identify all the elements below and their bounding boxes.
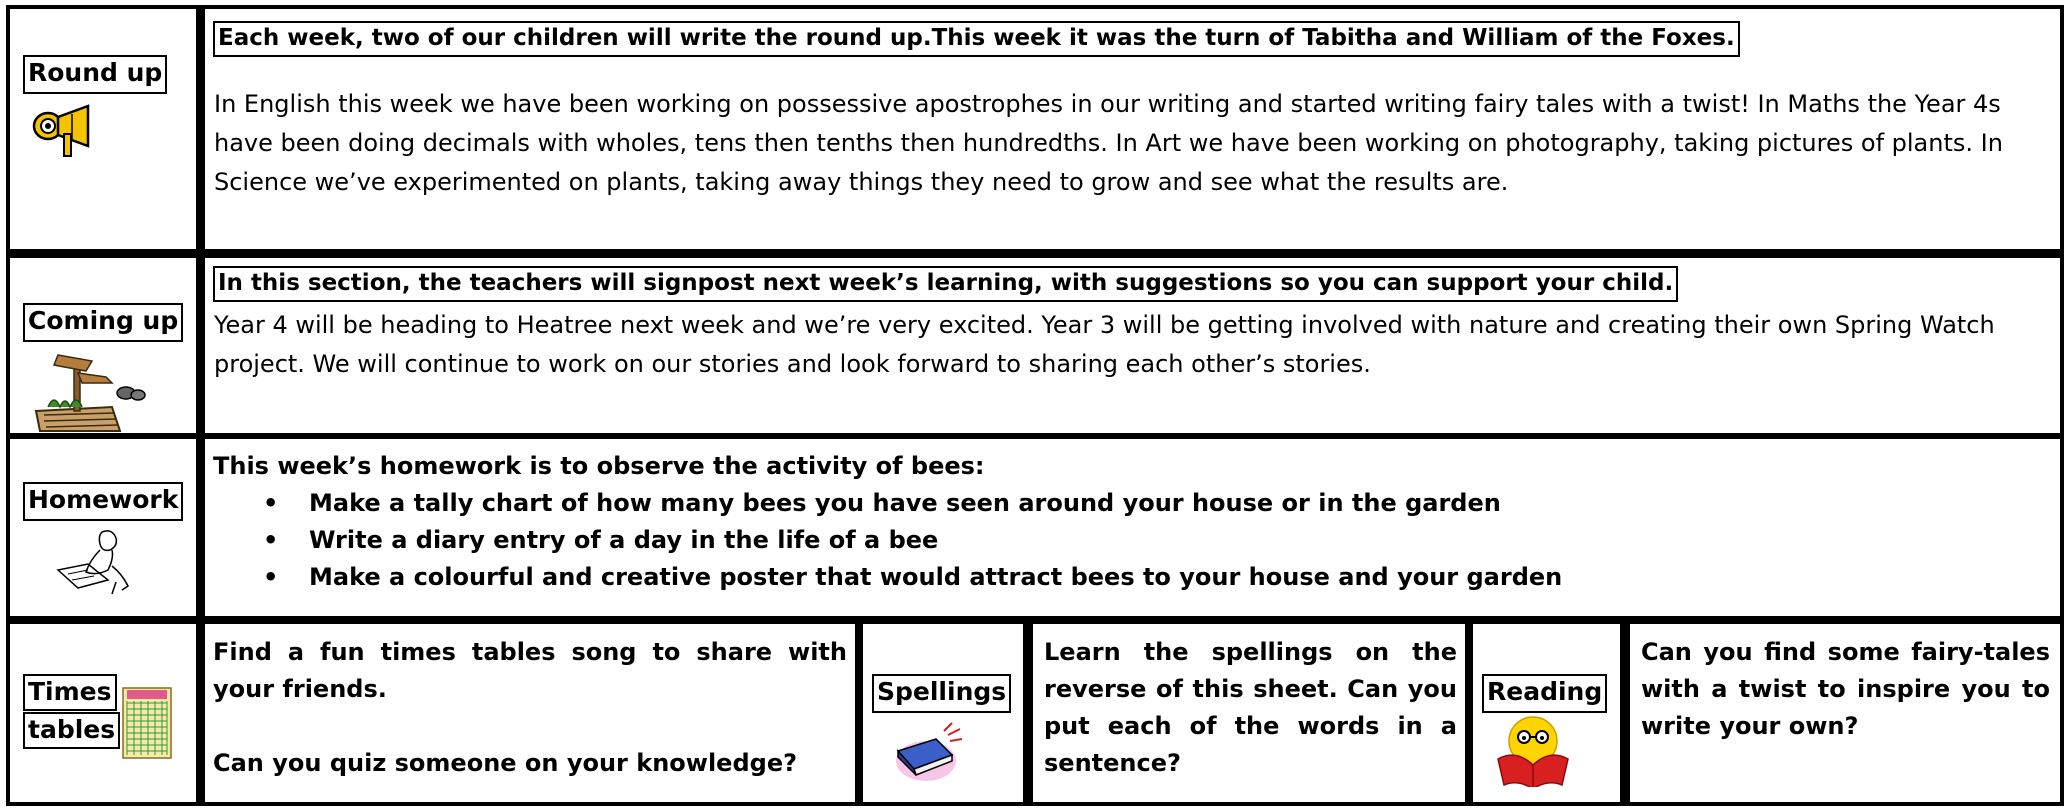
- megaphone-icon: [32, 102, 98, 158]
- newsletter-frame: [6, 5, 2064, 806]
- reading-label: Reading: [1482, 674, 1607, 713]
- spellings-label: Spellings: [872, 674, 1011, 713]
- column-divider: [1620, 620, 1630, 802]
- writing-person-icon: [54, 526, 138, 598]
- reading-smiley-icon: [1490, 711, 1576, 787]
- round-up-heading: Each week, two of our children will write the round up.This week it was the turn of Tabitha and William of the Foxes.: [213, 21, 1740, 57]
- times-tables-label-line2: tables: [23, 712, 120, 749]
- row-divider: [10, 433, 2060, 439]
- coming-up-body: Year 4 will be heading to Heatree next week and we’re very excited. Year 3 will be getting involved with nature and creating their own Spring Watch project. We will continue to work on our stories and look forward to sharing each other’s stories.: [214, 311, 1995, 378]
- column-divider: [196, 9, 205, 802]
- round-up-label: Round up: [23, 55, 167, 94]
- homework-label: Homework: [23, 482, 183, 521]
- book-icon: [890, 721, 964, 785]
- times-table-chart-icon: [122, 687, 172, 759]
- coming-up-heading: In this section, the teachers will signpost next week’s learning, with suggestions so you can support your child.: [213, 266, 1678, 302]
- homework-item: • Make a tally chart of how many bees you have seen around your house or in the garden: [213, 485, 1562, 522]
- homework-item: • Make a colourful and creative poster that would attract bees to your house and your garden: [213, 559, 1562, 596]
- coming-up-label: Coming up: [23, 303, 183, 342]
- reading-text: Can you find some fairy-tales with a twist to inspire you to write your own?: [1641, 638, 2050, 740]
- column-divider: [1023, 620, 1033, 802]
- column-divider: [855, 620, 863, 802]
- times-tables-quiz-text: Can you quiz someone on your knowledge?: [213, 749, 798, 777]
- homework-intro: This week’s homework is to observe the activity of bees:: [213, 452, 985, 480]
- row-divider: [10, 249, 2060, 258]
- homework-list: [213, 485, 1562, 596]
- times-tables-text: Find a fun times tables song to share with your friends.: [213, 638, 847, 703]
- round-up-body: In English this week we have been working on possessive apostrophes in our writing and started writing fairy tales with a twist! In Maths the Year 4s have been doing decimals with wholes, tens then tenths then hundredths. In Art we have been working on photography, taking pictures of plants. In Science we’ve experimented on plants, taking away things they need to grow and see what the results are.: [214, 90, 2003, 196]
- row-divider: [10, 616, 2060, 624]
- homework-item: • Write a diary entry of a day in the life of a bee: [213, 522, 1562, 559]
- column-divider: [1465, 620, 1473, 802]
- spellings-text: Learn the spellings on the reverse of this sheet. Can you put each of the words in a sentence?: [1044, 638, 1457, 777]
- signpost-icon: [34, 349, 146, 433]
- times-tables-label-line1: Times: [23, 674, 117, 711]
